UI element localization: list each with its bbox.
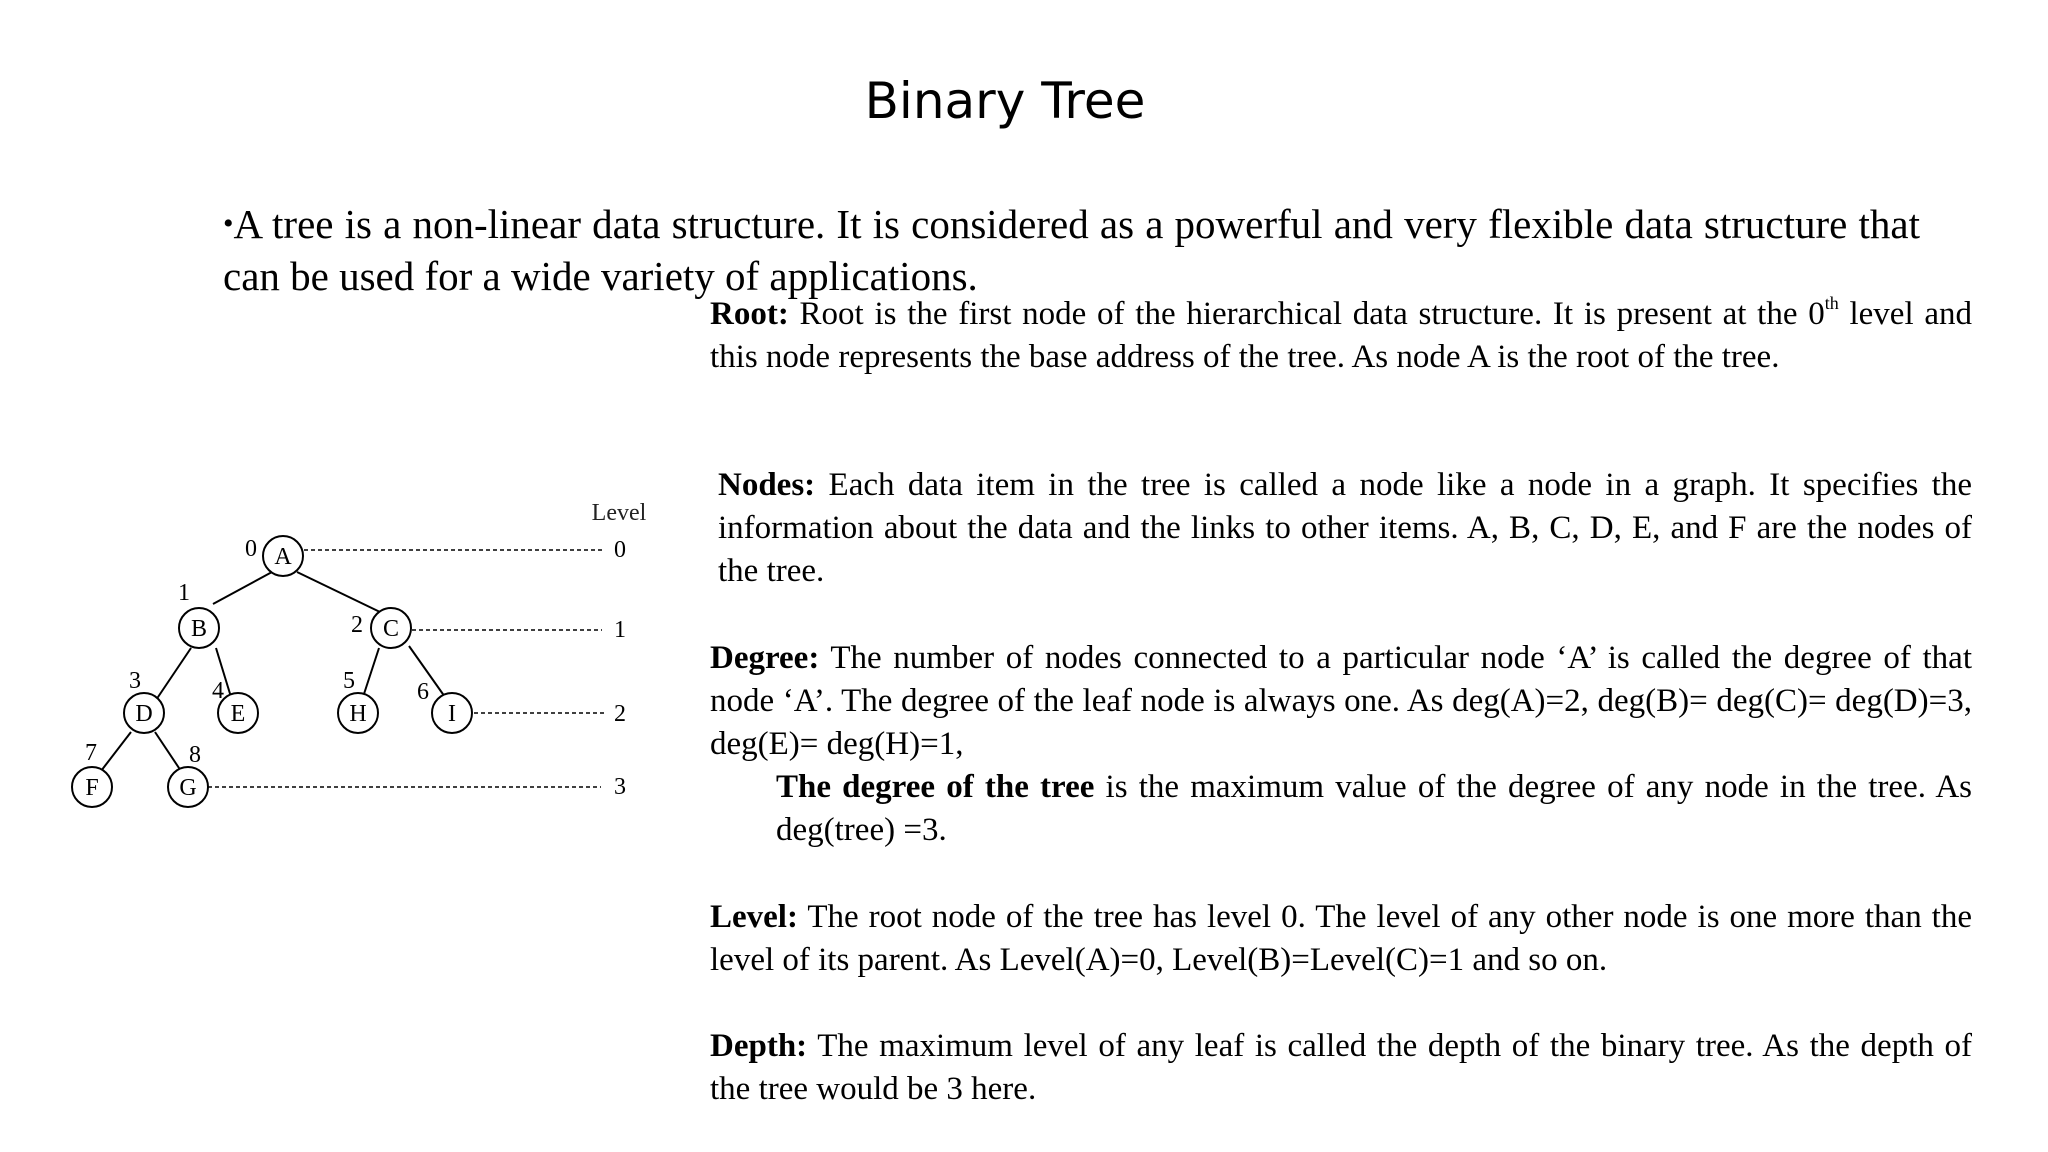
- binary-tree-diagram: [0, 470, 700, 830]
- edge-d-g: [155, 732, 181, 771]
- node-c-number: 2: [351, 612, 363, 638]
- level-number-1: 1: [614, 617, 626, 643]
- node-a-label: A: [274, 544, 292, 570]
- depth-text: The maximum level of any leaf is called the depth of the binary tree. As the depth of the tree would be 3 here.: [710, 1028, 1972, 1107]
- degree-text: The number of nodes connected to a particular node ‘A’ is called the degree of that node ‘A’. The degree of the leaf node is always one. As deg(A)=2, deg(B)= deg(C)= deg(D)=3, deg(E)= deg(H)=1,: [710, 640, 1972, 762]
- node-e-label: E: [230, 701, 246, 727]
- edge-b-d: [156, 648, 191, 700]
- level-header: Level: [591, 500, 647, 526]
- level-term: Level:: [710, 899, 798, 935]
- node-d-number: 3: [129, 668, 141, 694]
- intro-text: A tree is a non-linear data structure. It is considered as a powerful and very flexible data structure that can be used for a wide variety of applications.: [223, 201, 1920, 299]
- root-superscript: th: [1824, 293, 1839, 313]
- node-f-number: 7: [85, 740, 97, 766]
- level-number-0: 0: [614, 537, 626, 563]
- level-text: The root node of the tree has level 0. The level of any other node is one more than the level of its parent. As Level(A)=0, Level(B)=Level(C)=1 and so on.: [710, 899, 1972, 978]
- level-definition: [710, 896, 1972, 982]
- degree-of-tree-text: is the maximum value of the degree of any node in the tree. As deg(tree) =3.: [776, 769, 1972, 848]
- node-e-number: 4: [212, 678, 224, 704]
- node-g-number: 8: [189, 742, 201, 768]
- node-g-label: G: [179, 775, 197, 801]
- level-guides: [208, 550, 604, 787]
- root-text-b: level and this node represents the base address of the tree. As node A is the root of the tree.: [710, 296, 1973, 375]
- node-i-number: 6: [417, 679, 429, 705]
- edge-d-f: [101, 732, 131, 771]
- bullet-marker: •: [223, 207, 234, 240]
- edge-a-b: [213, 572, 272, 604]
- depth-definition: [710, 1025, 1972, 1111]
- node-d-label: D: [135, 701, 153, 727]
- level-number-2: 2: [614, 701, 626, 727]
- node-a-number: 0: [245, 536, 257, 562]
- degree-definition: [710, 637, 1972, 766]
- node-b-label: B: [190, 616, 208, 642]
- root-text-a: Root is the first node of the hierarchical data structure. It is present at the 0: [788, 296, 1825, 332]
- degree-term: Degree:: [710, 640, 820, 676]
- node-b-number: 1: [178, 580, 190, 606]
- depth-term: Depth:: [710, 1028, 808, 1064]
- node-h-label: H: [349, 701, 367, 727]
- root-definition: [710, 293, 1972, 379]
- nodes-definition: [718, 464, 1972, 593]
- node-i-label: I: [448, 701, 456, 727]
- edge-a-c: [297, 572, 380, 612]
- degree-of-tree-term: The degree of the tree: [776, 769, 1095, 805]
- node-f-label: F: [85, 775, 99, 801]
- degree-of-tree-definition: [776, 766, 1972, 852]
- node-h-number: 5: [343, 668, 355, 694]
- nodes-term: Nodes:: [718, 467, 816, 503]
- tree-edges: [101, 572, 445, 771]
- level-number-3: 3: [614, 774, 626, 800]
- intro-paragraph: [223, 198, 1920, 302]
- root-term: Root:: [710, 296, 789, 332]
- slide-title: Binary Tree: [864, 72, 1146, 130]
- edge-c-h: [363, 648, 379, 697]
- nodes-text: Each data item in the tree is called a node like a node in a graph. It specifies the information about the data and the links to other items. A, B, C, D, E, and F are the nodes of the tree.: [718, 467, 1972, 589]
- node-c-label: C: [382, 616, 400, 642]
- level-numbers: [614, 537, 626, 800]
